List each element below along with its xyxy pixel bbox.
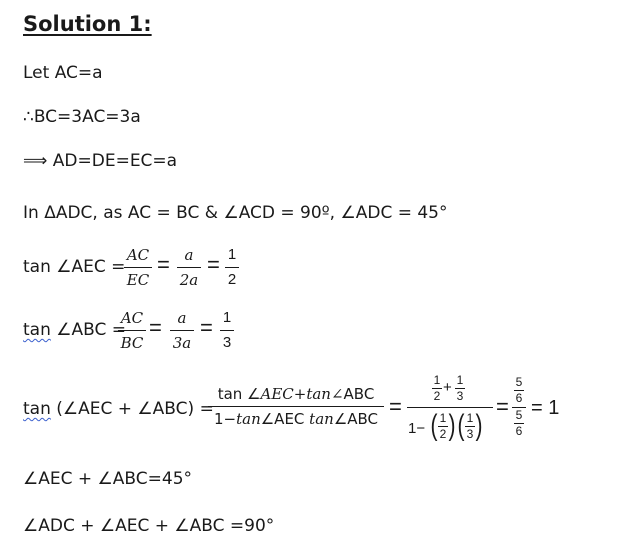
statement-ad-de-ec: ⟹ AD=DE=EC=a [23, 151, 178, 171]
eq2-frac3-den: 3 [222, 334, 232, 351]
eq1-equals-2: = [207, 252, 220, 277]
eq1-frac1-num: AC [126, 246, 150, 264]
statement-bc: ∴BC=3AC=3a [23, 107, 141, 127]
eq1-equals-1: = [157, 252, 170, 277]
eq3-ratio-five-sixths: 5 6 5 6 [512, 376, 526, 440]
statement-let-ac: Let AC=a [23, 63, 103, 83]
eq2-frac1-den: BC [120, 334, 144, 352]
eq1-frac1-den: EC [126, 271, 150, 289]
eq2-equals-2: = [200, 315, 213, 340]
eq3-num-plus: + [443, 379, 452, 396]
eq2-lhs [23, 320, 126, 340]
eq2-equals-1: = [149, 315, 162, 340]
eq3-lhs-tan: tan [23, 399, 51, 419]
eq3-num-third: 1 3 [456, 373, 464, 403]
eq3-compound-fraction: 1 2 + 1 3 1− ( 1 2 ) ( 1 3 ) [405, 374, 495, 446]
statement-sum-45: ∠AEC + ∠ABC=45° [23, 469, 193, 489]
eq1-frac3-den: 2 [227, 271, 237, 288]
eq2-frac2-num: a [177, 309, 187, 327]
eq2-frac-ac-bc [118, 307, 146, 354]
eq3-den-one-minus: 1− [408, 420, 426, 437]
eq3-lhs-rest: (∠AEC + ∠ABC) = [50, 399, 214, 419]
statement-sum-90: ∠ADC + ∠AEC + ∠ABC =90° [23, 516, 275, 536]
eq2-frac1-num: AC [120, 309, 144, 327]
eq3-equals-1: = [389, 394, 402, 419]
eq2-lhs-rest: ∠ABC = [50, 320, 127, 340]
eq3-equals-2: = [496, 394, 509, 419]
statement-triangle-adc: In ΔADC, as AC = BC & ∠ACD = 90º, ∠ADC = 45° [23, 203, 448, 223]
eq3-den-half: 1 2 [439, 411, 447, 441]
eq3-formula-fraction [208, 383, 384, 430]
eq3-num-half: 1 2 [433, 373, 441, 403]
eq1-lhs: tan ∠AEC = [23, 257, 126, 277]
eq3-compound-bar [407, 407, 493, 408]
eq3-den-third: 1 3 [466, 411, 474, 441]
eq2-lhs-tan: tan [23, 320, 51, 340]
eq2-frac2-den: 3a [172, 334, 192, 352]
eq3-formula-den: 1−tan∠AEC tan∠ABC [213, 410, 379, 428]
eq1-frac-half [225, 244, 239, 291]
eq3-result: = 1 [531, 397, 560, 419]
eq1-frac-a-2a [177, 244, 201, 291]
eq2-frac-third [220, 307, 234, 354]
solution-title: Solution 1: [23, 12, 152, 36]
eq2-frac-a-3a [170, 307, 194, 354]
eq1-frac2-num: a [184, 246, 194, 264]
eq1-frac2-den: 2a [179, 271, 199, 289]
eq1-frac-ac-ec [124, 244, 152, 291]
eq3-formula-num: tan ∠AEC+tan∠ABC [217, 385, 375, 403]
eq3-lhs [23, 399, 214, 419]
eq1-frac3-num: 1 [227, 246, 237, 263]
eq2-frac3-num: 1 [222, 309, 232, 326]
